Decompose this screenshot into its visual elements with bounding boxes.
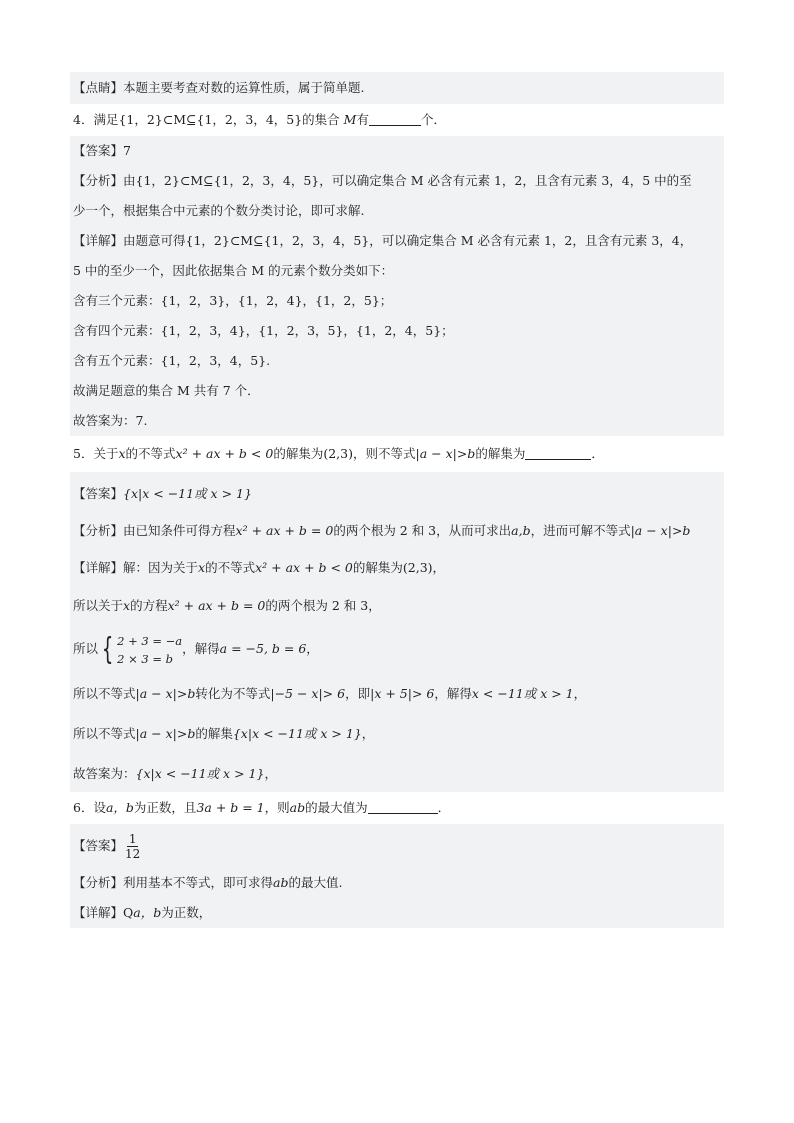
detail-text: 为正数， bbox=[161, 905, 212, 920]
analysis-equation: x² + ax + b = 0 bbox=[235, 523, 334, 538]
question-6 bbox=[70, 792, 724, 824]
question-6-end: ． bbox=[437, 800, 451, 815]
detail-text: ，即 bbox=[345, 686, 371, 701]
question-5-text: ，则不等式 bbox=[352, 446, 416, 461]
analysis-vars: a,b bbox=[511, 523, 531, 538]
question-5-detail-line-2 bbox=[70, 590, 724, 622]
question-4-detail-line-5 bbox=[70, 346, 724, 376]
system-equation: 2 + 3 = −a bbox=[117, 633, 183, 648]
analysis-tag: 【分析】 bbox=[73, 523, 124, 538]
detail-result: a = −5, b = 6 bbox=[219, 641, 307, 656]
detail-text: 所以关于 bbox=[73, 598, 124, 613]
detail-text: ， bbox=[573, 686, 587, 701]
question-6-vars: a，b bbox=[105, 800, 134, 815]
question-5-text: 的解集为 bbox=[273, 446, 324, 461]
detail-text: ， bbox=[264, 766, 277, 781]
question-4-detail-line-6 bbox=[70, 376, 724, 406]
question-4-tail: 有 bbox=[356, 112, 369, 127]
detail-abs: |−5 − x|> 6 bbox=[270, 686, 346, 701]
analysis-expr: ab bbox=[273, 875, 289, 890]
question-5-detail-line-4 bbox=[70, 676, 724, 712]
analysis-text: 由{1，2}⊂M⊆{1，2，3，4，5}，可以确定集合 M 必含有元素 1，2，且含有元素 3，4，5 中的至 bbox=[123, 173, 692, 188]
question-6-condition: 3a + b = 1 bbox=[196, 800, 265, 815]
key-point-row bbox=[70, 72, 724, 104]
question-5-answer bbox=[70, 472, 724, 516]
question-5-end: ． bbox=[591, 446, 604, 461]
analysis-text: 利用基本不等式，即可求得 bbox=[123, 875, 274, 890]
detail-text: 转化为不等式 bbox=[195, 686, 271, 701]
question-5-detail-line-3 bbox=[70, 622, 724, 676]
detail-text: 含有四个元素：{1，2，3，4}，{1，2，3，5}，{1，2，4，5}； bbox=[73, 323, 454, 338]
analysis-text: 少一个，根据集合中元素的个数分类讨论，即可求解. bbox=[73, 203, 365, 218]
question-4-detail-line-4 bbox=[70, 316, 724, 346]
detail-inequality: x² + ax + b < 0 bbox=[255, 560, 353, 575]
detail-tag: 【详解】 bbox=[73, 905, 124, 920]
analysis-tag: 【分析】 bbox=[73, 173, 124, 188]
detail-text: ， bbox=[432, 560, 446, 575]
question-5-pre: 5．关于 bbox=[73, 446, 119, 461]
analysis-text: ，进而可解不等式 bbox=[530, 523, 631, 538]
detail-equation: x² + ax + b = 0 bbox=[167, 598, 266, 613]
detail-text: 5 中的至少一个，因此依据集合 M 的元素个数分类如下： bbox=[73, 263, 394, 278]
question-4-detail-line-1 bbox=[70, 226, 724, 256]
detail-text: 由题意可得{1，2}⊂M⊆{1，2，3，4，5}，可以确定集合 M 必含有元素 1，2，且含有元素 3，4， bbox=[123, 233, 693, 248]
detail-x: x bbox=[198, 560, 206, 575]
detail-text: ， bbox=[306, 641, 319, 656]
answer-text: 7 bbox=[123, 143, 131, 158]
detail-abs: |a − x|>b bbox=[135, 726, 196, 741]
analysis-abs: |a − x|>b bbox=[630, 523, 691, 538]
detail-text: ， bbox=[361, 726, 375, 741]
question-4-var: M bbox=[343, 112, 357, 127]
detail-text: 解：因为关于 bbox=[123, 560, 199, 575]
detail-tag: 【详解】 bbox=[73, 233, 124, 248]
question-4-detail-line-7 bbox=[70, 406, 724, 436]
question-5-inequality: x² + ax + b < 0 bbox=[175, 446, 274, 461]
question-5-text: 的解集为 bbox=[475, 446, 526, 461]
detail-text: 所以不等式 bbox=[73, 686, 136, 701]
detail-text: 故满足题意的集合 M 共有 7 个． bbox=[73, 383, 260, 398]
answer-tag: 【答案】 bbox=[73, 486, 124, 501]
detail-set: {x|x < −11或 x > 1} bbox=[135, 766, 265, 781]
detail-text: 的不等式 bbox=[205, 560, 256, 575]
detail-x: x bbox=[123, 598, 131, 613]
question-5-interval: (2,3) bbox=[323, 446, 353, 461]
detail-text: 故答案为： bbox=[73, 766, 136, 781]
question-4 bbox=[70, 104, 724, 136]
system-equation: 2 × 3 = b bbox=[117, 651, 173, 666]
question-4-detail-line-2 bbox=[70, 256, 724, 286]
detail-text: 含有五个元素：{1，2，3，4，5}. bbox=[73, 353, 271, 368]
question-5-detail-line-5 bbox=[70, 712, 724, 756]
question-6-text: 为正数，且 bbox=[133, 800, 197, 815]
question-5-abs: |a − x|>b bbox=[415, 446, 476, 461]
question-6-text: ，则 bbox=[264, 800, 290, 815]
question-6-expr: ab bbox=[289, 800, 306, 815]
question-4-analysis-line-1 bbox=[70, 166, 724, 196]
key-point-tag: 【点睛】 bbox=[73, 80, 124, 95]
answer-blank bbox=[369, 111, 421, 126]
question-6-text: 的最大值为 bbox=[305, 800, 368, 815]
detail-text: 故答案为：7. bbox=[73, 413, 148, 428]
question-5 bbox=[70, 436, 724, 472]
detail-tag: 【详解】 bbox=[73, 560, 124, 575]
detail-vars: a，b bbox=[133, 905, 162, 920]
detail-text: 的解集为 bbox=[352, 560, 403, 575]
detail-abs: |a − x|>b bbox=[135, 686, 196, 701]
detail-text: 含有三个元素：{1，2，3}，{1，2，4}，{1，2，5}； bbox=[73, 293, 393, 308]
detail-text: 的方程 bbox=[130, 598, 168, 613]
equation-system bbox=[98, 632, 182, 668]
question-6-answer bbox=[70, 824, 724, 868]
detail-text: 的两个根为 2 和 3， bbox=[265, 598, 381, 613]
analysis-text: 的两个根为 2 和 3，从而可求出 bbox=[333, 523, 512, 538]
key-point-text: 本题主要考查对数的运算性质，属于简单题. bbox=[123, 80, 365, 95]
question-5-text: 的不等式 bbox=[125, 446, 176, 461]
analysis-tag: 【分析】 bbox=[73, 875, 124, 890]
detail-abs: |x + 5|> 6 bbox=[370, 686, 435, 701]
question-4-end: 个． bbox=[421, 112, 447, 127]
analysis-text: 由已知条件可得方程 bbox=[123, 523, 236, 538]
document-page bbox=[70, 72, 724, 928]
fraction-numerator: 1 bbox=[128, 832, 137, 846]
answer-tag: 【答案】 bbox=[73, 838, 124, 853]
detail-interval: (2,3) bbox=[402, 560, 433, 575]
question-6-detail bbox=[70, 898, 724, 928]
answer-text: {x|x < −11或 x > 1} bbox=[123, 486, 252, 501]
detail-text: 的解集 bbox=[195, 726, 233, 741]
question-4-detail-line-3 bbox=[70, 286, 724, 316]
because-symbol: Q bbox=[123, 905, 134, 920]
detail-text: 所以不等式 bbox=[73, 726, 136, 741]
question-5-detail-line-1 bbox=[70, 546, 724, 590]
answer-tag: 【答案】 bbox=[73, 143, 124, 158]
detail-text: ，解得 bbox=[182, 641, 220, 656]
detail-result: x < −11或 x > 1 bbox=[471, 686, 574, 701]
detail-text: ，解得 bbox=[434, 686, 472, 701]
question-4-stem: 4．满足{1，2}⊂M⊆{1，2，3，4，5}的集合 bbox=[73, 112, 340, 127]
question-5-analysis bbox=[70, 516, 724, 546]
question-4-answer bbox=[70, 136, 724, 166]
answer-blank bbox=[525, 445, 591, 460]
analysis-text: 的最大值. bbox=[288, 875, 343, 890]
question-6-pre: 6．设 bbox=[73, 800, 106, 815]
question-5-detail-line-6 bbox=[70, 756, 724, 792]
answer-fraction bbox=[123, 832, 142, 861]
question-6-analysis bbox=[70, 868, 724, 898]
detail-set: {x|x < −11或 x > 1} bbox=[232, 726, 362, 741]
question-5-x: x bbox=[118, 446, 126, 461]
question-4-analysis-line-2 bbox=[70, 196, 724, 226]
fraction-denominator: 12 bbox=[125, 847, 141, 861]
answer-blank bbox=[368, 799, 438, 814]
left-brace-icon: { bbox=[101, 631, 114, 667]
detail-text: 所以 bbox=[73, 641, 99, 656]
